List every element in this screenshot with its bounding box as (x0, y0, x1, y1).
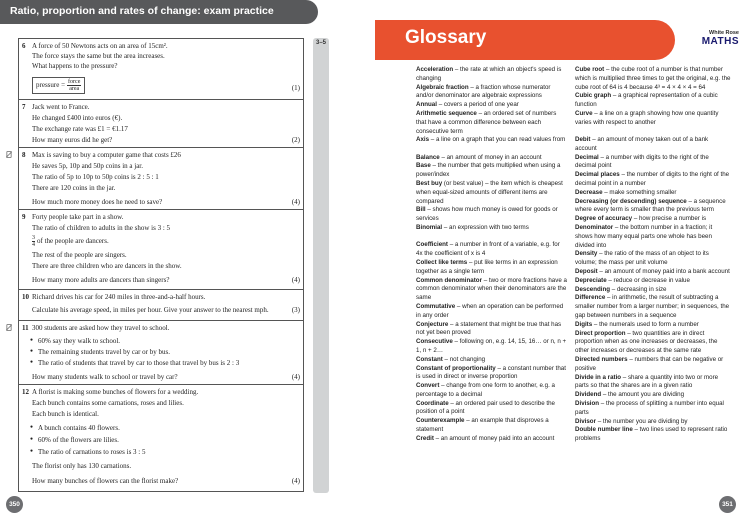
glossary-term: Degree of accuracy (575, 215, 633, 223)
glossary-entry (416, 321, 568, 339)
glossary-term: Consecutive (416, 338, 453, 346)
glossary-definition: – the rate at which an object's speed is changing (416, 66, 562, 82)
glossary-definition: – the number of digits to the right of the decimal point in a number (575, 171, 730, 188)
question-11 (19, 320, 303, 385)
glossary-term: Directed numbers (575, 356, 628, 363)
question-number: 6 (22, 42, 26, 50)
glossary-term: Constant of proportionality (416, 364, 496, 372)
glossary-definition: – a sequence where every term is smaller than the previous term (575, 197, 726, 214)
glossary-entry (416, 110, 568, 136)
bullet-item: ● 60% of the flowers are lilies. (38, 436, 119, 445)
glossary-entry (416, 224, 568, 233)
glossary-gap (575, 128, 731, 137)
glossary-term: Divide in a ratio (575, 373, 622, 381)
glossary-definition: – the numerals used to form a number (592, 320, 699, 328)
crossed-calculator-icon (5, 324, 13, 331)
glossary-entry (416, 338, 568, 356)
question-line: Each bunch is identical. (32, 410, 99, 418)
glossary-definition: – a line on a graph that you can read values from (429, 136, 566, 144)
question-8 (19, 147, 303, 210)
question-line: He changed £400 into euros (€). (32, 114, 123, 122)
glossary-entry (575, 136, 731, 154)
glossary-entry (416, 136, 568, 145)
glossary-definition: – an amount of money in an account (439, 153, 542, 161)
glossary-column-1 (416, 66, 568, 444)
glossary-term: Denominator (575, 224, 614, 232)
glossary-term: Dividend (575, 391, 602, 399)
glossary-entry (575, 66, 731, 92)
glossary-entry (575, 321, 731, 330)
glossary-term: Descending (575, 285, 611, 293)
glossary-definition: – the number that gets multiplied when using a power/index (416, 162, 561, 179)
glossary-definition: – two or more fractions have a common denominator when their denominators are the same (416, 276, 567, 302)
question-marks: (1) (291, 84, 300, 92)
glossary-entry (575, 224, 731, 250)
glossary-definition: – a line on a graph showing how one quantity varies with respect to another (575, 109, 719, 126)
glossary-entry (575, 268, 731, 277)
question-line: The force stays the same but the area increases. (32, 52, 165, 60)
glossary-definition: – a constant number that is used in direct or inverse proportion (416, 364, 566, 381)
glossary-definition: – an amount of money taken out of a bank account (575, 136, 709, 152)
glossary-definition: – reduce or decrease in value (606, 276, 690, 284)
glossary-term: Direct proportion (575, 329, 626, 337)
glossary-entry (575, 418, 731, 427)
glossary-definition: – numbers that can be negative or positive (575, 356, 724, 372)
white-rose-maths-logo (676, 30, 739, 47)
bullet-item: ● 60% say they walk to school. (38, 337, 120, 346)
question-line: He saves 5p, 10p and 50p coins in a jar. (32, 162, 144, 170)
glossary-definition: – the bottom number in a fraction; it shows how many equal parts one whole has been divided into (575, 224, 713, 249)
questions-box (18, 38, 304, 492)
question-line: Max is saving to buy a computer game that costs £26 (32, 151, 181, 159)
glossary-definition: – change from one form to another, e.g. a percentage to a decimal (416, 382, 555, 398)
glossary-definition: – shows how much money is owed for goods or services (416, 206, 558, 223)
glossary-entry (416, 66, 568, 84)
glossary-term: Bill (416, 206, 426, 214)
question-line: What happens to the pressure? (32, 62, 118, 70)
question-marks: (4) (291, 477, 300, 485)
question-number: 8 (22, 151, 26, 159)
glossary-term: Decreasing (or descending) sequence (575, 197, 687, 205)
glossary-definition: – the number you are dividing by (595, 417, 688, 425)
glossary-definition: – an example that disproves a statement (416, 417, 549, 434)
glossary-term: Balance (416, 153, 440, 161)
question-number: 11 (22, 324, 29, 332)
glossary-term: Decrease (575, 188, 603, 196)
three-quarters-fraction: $\frac{3}{4}$ (32, 235, 35, 248)
glossary-term: Base (416, 162, 431, 170)
question-line: The rest of the people are singers. (32, 251, 127, 259)
formula-numerator: force (68, 79, 81, 85)
question-line: How many more adults are dancers than singers? (32, 276, 170, 284)
question-line: 300 students are asked how they travel to school. (32, 324, 170, 332)
glossary-term: Axis (416, 136, 430, 144)
glossary-entry (416, 241, 568, 259)
formula-denominator: area (69, 86, 80, 92)
formula-lhs: pressure = (36, 80, 66, 89)
pressure-formula (32, 77, 85, 94)
logo-top: White Rose (709, 30, 739, 36)
glossary-entry (416, 356, 568, 365)
glossary-term: Acceleration (416, 66, 454, 73)
glossary-entry (575, 189, 731, 198)
glossary-definition: – not changing (442, 355, 486, 363)
glossary-entry (575, 110, 731, 128)
glossary-term: Collect like terms (416, 258, 468, 266)
glossary-entry (575, 250, 731, 268)
glossary-entry (416, 84, 568, 102)
bullet-item: ● The remaining students travel by car or by bus. (38, 348, 170, 357)
glossary-definition: – an amount of money paid into an account (433, 434, 555, 442)
glossary-term: Curve (575, 109, 593, 117)
glossary-definition: – a number in front of a variable, e.g. for 4x the coefficient of x is 4 (416, 241, 560, 258)
question-line: Calculate his average speed, in miles per hour. Give your answer to the nearest mph. (32, 306, 269, 314)
question-number: 12 (22, 388, 29, 396)
question-marks: (3) (291, 306, 300, 314)
glossary-term: Coordinate (416, 399, 449, 407)
glossary-definition: – the amount you are dividing (601, 391, 685, 399)
glossary-definition: – put like terms in an expression together as a single term (416, 258, 558, 275)
glossary-term: Divisor (575, 417, 596, 425)
glossary-term: Debit (575, 136, 591, 144)
glossary-entry (575, 215, 731, 224)
glossary-term: Deposit (575, 268, 598, 276)
glossary-entry (575, 171, 731, 189)
glossary-term: Constant (416, 355, 443, 363)
question-line: $\frac{3}{4}$ of the people are dancers. (32, 235, 109, 248)
glossary-term: Arithmetic sequence (416, 109, 477, 117)
question-line: The exchange rate was £1 = €1.17 (32, 125, 128, 133)
question-line: There are three children who are dancers in the show. (32, 262, 182, 270)
glossary-definition: – make something smaller (602, 188, 677, 196)
glossary-definition: – the cube root of a number is that number which is multiplied three times to get the original, e.g. the cube root of 64 is 4 because 4³ = 4 × 4 × 4 = 64 (575, 66, 731, 91)
glossary-term: Common denominator (416, 276, 482, 284)
glossary-definition: – a number with digits to the right of the decimal point (575, 153, 709, 170)
question-line: The florist only has 130 carnations. (32, 462, 132, 470)
glossary-term: Annual (416, 101, 437, 109)
question-number: 9 (22, 213, 26, 221)
glossary-entry (575, 426, 731, 444)
glossary-definition: (or best value) – the item which is cheapest when equal-sized amounts of different items are compared (416, 180, 563, 205)
question-line: A florist is making some bunches of flowers for a wedding. (32, 388, 199, 396)
glossary-entry (416, 259, 568, 277)
page-number-right: 351 (719, 496, 736, 513)
glossary-term: Binomial (416, 224, 443, 232)
question-marks: (4) (291, 198, 300, 206)
glossary-term: Decimal (575, 153, 599, 161)
glossary-definition: – an ordered set of numbers that have a common difference between each consecutive term (416, 109, 557, 135)
glossary-header (375, 20, 675, 60)
question-line: Richard drives his car for 240 miles in three-and-a-half hours. (32, 293, 206, 301)
glossary-entry (416, 382, 568, 400)
question-number: 10 (22, 293, 29, 301)
glossary-entry (575, 391, 731, 400)
bullet-item: ● The ratio of carnations to roses is 3 : 5 (38, 448, 146, 457)
question-line: The ratio of children to adults in the show is 3 : 5 (32, 224, 171, 232)
glossary-entry (575, 356, 731, 374)
question-line: Forty people take part in a show. (32, 213, 124, 221)
question-marks: (4) (291, 373, 300, 381)
glossary-term: Conjecture (416, 320, 449, 328)
glossary-entry (575, 374, 731, 392)
glossary-definition: – decreasing in size (610, 285, 667, 293)
bullet-item: ● A bunch contains 40 flowers. (38, 424, 120, 433)
question-line: How many students walk to school or travel by car? (32, 373, 178, 381)
glossary-entry (575, 286, 731, 295)
glossary-definition: – an amount of money paid into a bank account (597, 268, 730, 276)
glossary-entry (575, 277, 731, 286)
glossary-entry (416, 417, 568, 435)
question-line: There are 120 coins in the jar. (32, 184, 116, 192)
glossary-term: Digits (575, 320, 593, 328)
section-header (0, 0, 318, 24)
question-line: Each bunch contains some carnations, roses and lilies. (32, 399, 184, 407)
chapter-tab-label: 3–5 (315, 40, 326, 46)
glossary-entry (575, 330, 731, 356)
question-6 (19, 39, 303, 99)
glossary-term: Convert (416, 382, 440, 390)
glossary-term: Depreciate (575, 276, 607, 284)
glossary-entry (416, 154, 568, 163)
glossary-entry (416, 303, 568, 321)
question-line: How many euros did he get? (32, 136, 113, 144)
glossary-entry (416, 277, 568, 303)
glossary-definition: – a fraction whose numerator and/or denominator are algebraic expressions (416, 83, 551, 100)
chapter-tab (313, 38, 329, 493)
glossary-definition: – covers a period of one year (436, 101, 519, 109)
glossary-definition: – two quantities are in direct proportion when as one increases or decreases, the other increases or decreases at the same rate (575, 329, 718, 355)
glossary-definition: – the process of splitting a number into equal parts (575, 399, 724, 416)
glossary-definition: – when an operation can be performed in any order (416, 302, 564, 319)
glossary-definition: – a statement that might be true that has not yet been proved (416, 320, 562, 337)
glossary-definition: – in arithmetic, the result of subtracting a smaller number from a larger number; in sequences, the gap between numbers in a sequence (575, 294, 730, 320)
right-page (375, 0, 750, 518)
section-title: Ratio, proportion and rates of change: exam practice (10, 5, 274, 17)
page-number-left: 350 (6, 496, 23, 513)
glossary-definition: – a graphical representation of a cubic function (575, 92, 718, 109)
glossary-column-2 (575, 66, 731, 444)
glossary-entry (575, 198, 731, 216)
glossary-term: Counterexample (416, 417, 465, 425)
question-line: Jack went to France. (32, 103, 90, 111)
glossary-term: Difference (575, 294, 606, 302)
bullet-item: ● The ratio of students that travel by car to those that travel by bus is 2 : 3 (38, 359, 239, 368)
glossary-entry (416, 180, 568, 206)
glossary-definition: – two lines used to represent ratio problems (575, 426, 728, 443)
glossary-entry (575, 294, 731, 320)
glossary-entry (416, 365, 568, 383)
glossary-term: Best buy (416, 180, 443, 188)
question-7 (19, 99, 303, 148)
glossary-term: Double number line (575, 426, 633, 434)
glossary-entry (416, 435, 568, 444)
glossary-entry (416, 400, 568, 418)
glossary-entry (575, 400, 731, 418)
glossary-term: Cubic graph (575, 92, 612, 100)
glossary-definition: – share a quantity into two or more parts so that the shares are in a given ratio (575, 373, 719, 390)
question-line: How many bunches of flowers can the florist make? (32, 477, 179, 485)
question-line: How much more money does he need to save? (32, 198, 163, 206)
question-number: 7 (22, 103, 26, 111)
glossary-definition: – how precise a number is (632, 215, 707, 223)
question-12 (19, 384, 303, 492)
question-line: A force of 50 Newtons acts on an area of 15cm². (32, 42, 168, 50)
glossary-term: Cube root (575, 66, 605, 73)
glossary-entry (416, 206, 568, 224)
glossary-entry (575, 154, 731, 172)
glossary-term: Algebraic fraction (416, 83, 469, 91)
glossary-gap (416, 145, 568, 154)
glossary-definition: – an ordered pair used to describe the position of a point (416, 399, 555, 416)
glossary-term: Credit (416, 434, 434, 442)
question-marks: (4) (291, 276, 300, 284)
question-line: The ratio of 5p to 10p to 50p coins is 2 : 5 : 1 (32, 173, 159, 181)
logo-bottom: MATHS (701, 36, 739, 47)
glossary-definition: – an expression with two terms (442, 224, 529, 232)
glossary-term: Density (575, 250, 598, 258)
glossary-term: Decimal places (575, 171, 620, 179)
glossary-entry (416, 101, 568, 110)
crossed-calculator-icon (5, 151, 13, 158)
glossary-term: Commutative (416, 302, 456, 310)
glossary-definition: – the ratio of the mass of an object to its volume; the mass per unit volume (575, 250, 709, 267)
glossary-gap (416, 233, 568, 242)
glossary-definition: – following on, e.g. 14, 15, 16… or n, n + 1, n + 2… (416, 338, 567, 354)
question-10 (19, 289, 303, 321)
question-marks: (2) (291, 136, 300, 144)
glossary-title: Glossary (405, 27, 487, 48)
glossary-entry (575, 92, 731, 110)
glossary-term: Division (575, 399, 600, 407)
glossary-entry (416, 162, 568, 180)
question-9 (19, 209, 303, 290)
glossary-term: Coefficient (416, 241, 448, 249)
